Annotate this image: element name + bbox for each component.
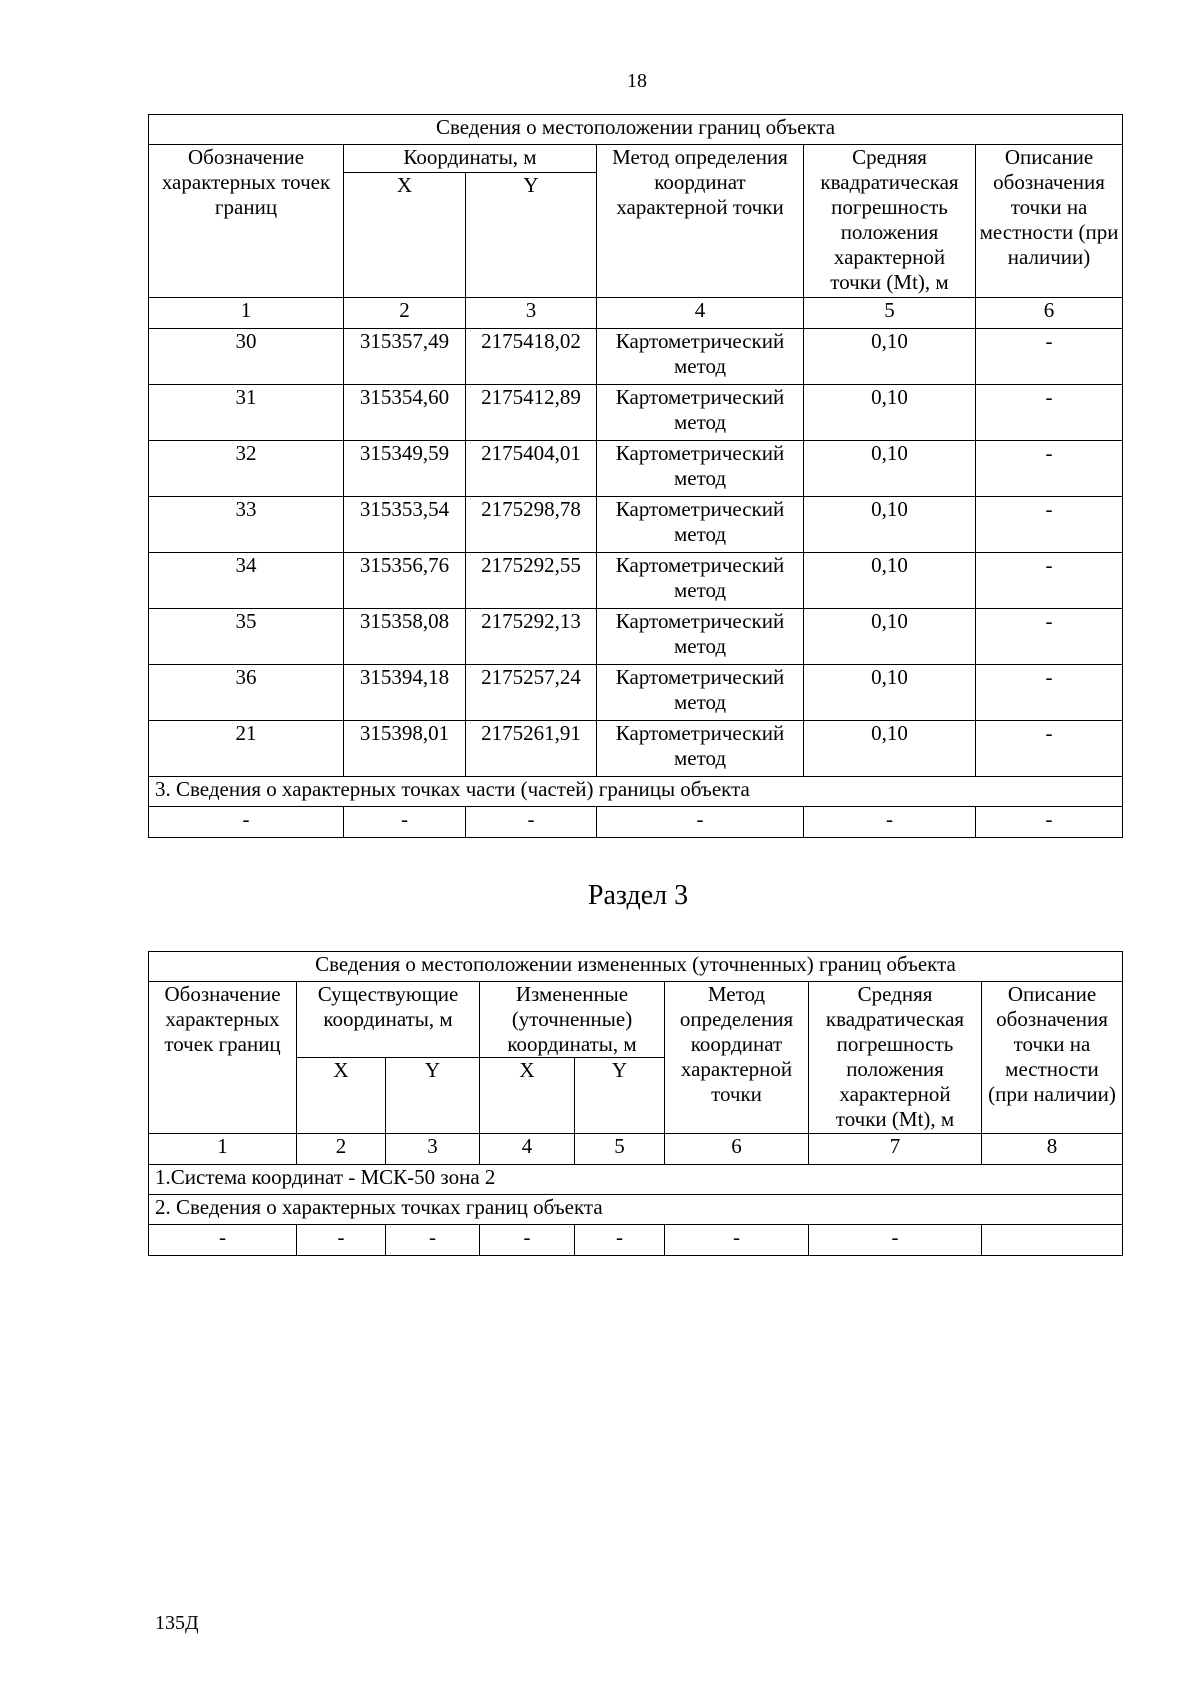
error-cell: 0,10 <box>804 497 976 553</box>
dash-cell: - <box>665 1225 809 1256</box>
column-number: 6 <box>665 1134 809 1165</box>
table-row <box>149 329 1123 385</box>
y-cell: 2175292,13 <box>466 609 597 665</box>
point-cell: 30 <box>149 329 344 385</box>
column-number: 3 <box>386 1134 480 1165</box>
dash-cell: - <box>976 807 1123 838</box>
table-title: Сведения о местоположении измененных (уточненных) границ объекта <box>149 952 1123 982</box>
changed-boundaries-table <box>148 951 1123 1256</box>
column-number: 6 <box>976 298 1123 329</box>
column-number: 2 <box>297 1134 386 1165</box>
point-cell: 32 <box>149 441 344 497</box>
header-x: X <box>344 173 466 298</box>
header-error: Средняя квадратическая погрешность положения характерной точки (Mt), м <box>809 982 982 1134</box>
y-cell: 2175261,91 <box>466 721 597 777</box>
x-cell: 315349,59 <box>344 441 466 497</box>
column-number: 5 <box>575 1134 665 1165</box>
table-title: Сведения о местоположении границ объекта <box>149 115 1123 145</box>
header-error: Средняя квадратическая погрешность положения характерной точки (Mt), м <box>804 145 976 298</box>
footer-code: 135Д <box>155 1612 199 1634</box>
method-cell: Картометрический метод <box>597 721 804 777</box>
method-cell: Картометрический метод <box>597 609 804 665</box>
y-cell: 2175418,02 <box>466 329 597 385</box>
description-cell: - <box>976 385 1123 441</box>
dash-cell: - <box>804 807 976 838</box>
method-cell: Картометрический метод <box>597 553 804 609</box>
column-number: 3 <box>466 298 597 329</box>
page-number: 18 <box>627 70 647 92</box>
section-heading: 2. Сведения о характерных точках границ объекта <box>149 1195 1123 1225</box>
header-y: Y <box>466 173 597 298</box>
column-number: 8 <box>982 1134 1123 1165</box>
section-heading: 3. Сведения о характерных точках части (частей) границы объекта <box>149 777 1123 807</box>
empty-cell <box>982 1225 1123 1256</box>
y-cell: 2175412,89 <box>466 385 597 441</box>
header-existing-y: Y <box>386 1058 480 1134</box>
header-method: Метод определения координат характерной точки <box>597 145 804 298</box>
x-cell: 315394,18 <box>344 665 466 721</box>
description-cell: - <box>976 609 1123 665</box>
table-row <box>149 609 1123 665</box>
x-cell: 315356,76 <box>344 553 466 609</box>
table-row <box>149 385 1123 441</box>
header-changed-x: X <box>480 1058 575 1134</box>
header-changed-y: Y <box>575 1058 665 1134</box>
column-number: 4 <box>480 1134 575 1165</box>
table-row <box>149 441 1123 497</box>
dash-cell: - <box>297 1225 386 1256</box>
header-method: Метод определения координат характерной точки <box>665 982 809 1134</box>
y-cell: 2175257,24 <box>466 665 597 721</box>
error-cell: 0,10 <box>804 609 976 665</box>
table-row <box>149 665 1123 721</box>
header-description: Описание обозначения точки на местности (при наличии) <box>982 982 1123 1134</box>
method-cell: Картометрический метод <box>597 441 804 497</box>
table-row <box>149 1225 1123 1256</box>
header-designation: Обозначение характерных точек границ <box>149 145 344 298</box>
header-existing-x: X <box>297 1058 386 1134</box>
description-cell: - <box>976 665 1123 721</box>
column-number: 1 <box>149 298 344 329</box>
error-cell: 0,10 <box>804 553 976 609</box>
method-cell: Картометрический метод <box>597 385 804 441</box>
column-number: 1 <box>149 1134 297 1165</box>
header-description: Описание обозначения точки на местности (при наличии) <box>976 145 1123 298</box>
dash-cell: - <box>809 1225 982 1256</box>
x-cell: 315357,49 <box>344 329 466 385</box>
point-cell: 35 <box>149 609 344 665</box>
column-number: 4 <box>597 298 804 329</box>
method-cell: Картометрический метод <box>597 497 804 553</box>
header-changed-coordinates: Измененные (уточненные) координаты, м <box>480 982 665 1058</box>
dash-cell: - <box>344 807 466 838</box>
dash-cell: - <box>149 1225 297 1256</box>
column-number: 5 <box>804 298 976 329</box>
x-cell: 315358,08 <box>344 609 466 665</box>
column-number: 7 <box>809 1134 982 1165</box>
dash-cell: - <box>149 807 344 838</box>
header-coordinates: Координаты, м <box>344 145 597 173</box>
method-cell: Картометрический метод <box>597 665 804 721</box>
error-cell: 0,10 <box>804 385 976 441</box>
y-cell: 2175298,78 <box>466 497 597 553</box>
table-row <box>149 807 1123 838</box>
table-row <box>149 497 1123 553</box>
dash-cell: - <box>466 807 597 838</box>
point-cell: 36 <box>149 665 344 721</box>
header-designation: Обозначение характерных точек границ <box>149 982 297 1134</box>
section-title: Раздел 3 <box>587 880 689 911</box>
point-cell: 21 <box>149 721 344 777</box>
boundary-location-table <box>148 114 1123 838</box>
x-cell: 315354,60 <box>344 385 466 441</box>
header-existing-coordinates: Существующие координаты, м <box>297 982 480 1058</box>
y-cell: 2175404,01 <box>466 441 597 497</box>
column-number: 2 <box>344 298 466 329</box>
dash-cell: - <box>480 1225 575 1256</box>
error-cell: 0,10 <box>804 329 976 385</box>
x-cell: 315353,54 <box>344 497 466 553</box>
description-cell: - <box>976 329 1123 385</box>
dash-cell: - <box>386 1225 480 1256</box>
description-cell: - <box>976 721 1123 777</box>
error-cell: 0,10 <box>804 441 976 497</box>
x-cell: 315398,01 <box>344 721 466 777</box>
method-cell: Картометрический метод <box>597 329 804 385</box>
table-row <box>149 721 1123 777</box>
dash-cell: - <box>575 1225 665 1256</box>
dash-cell: - <box>597 807 804 838</box>
coordinate-system: 1.Система координат - МСК-50 зона 2 <box>149 1165 1123 1195</box>
description-cell: - <box>976 553 1123 609</box>
point-cell: 34 <box>149 553 344 609</box>
description-cell: - <box>976 441 1123 497</box>
error-cell: 0,10 <box>804 665 976 721</box>
y-cell: 2175292,55 <box>466 553 597 609</box>
point-cell: 33 <box>149 497 344 553</box>
point-cell: 31 <box>149 385 344 441</box>
table-row <box>149 553 1123 609</box>
error-cell: 0,10 <box>804 721 976 777</box>
description-cell: - <box>976 497 1123 553</box>
